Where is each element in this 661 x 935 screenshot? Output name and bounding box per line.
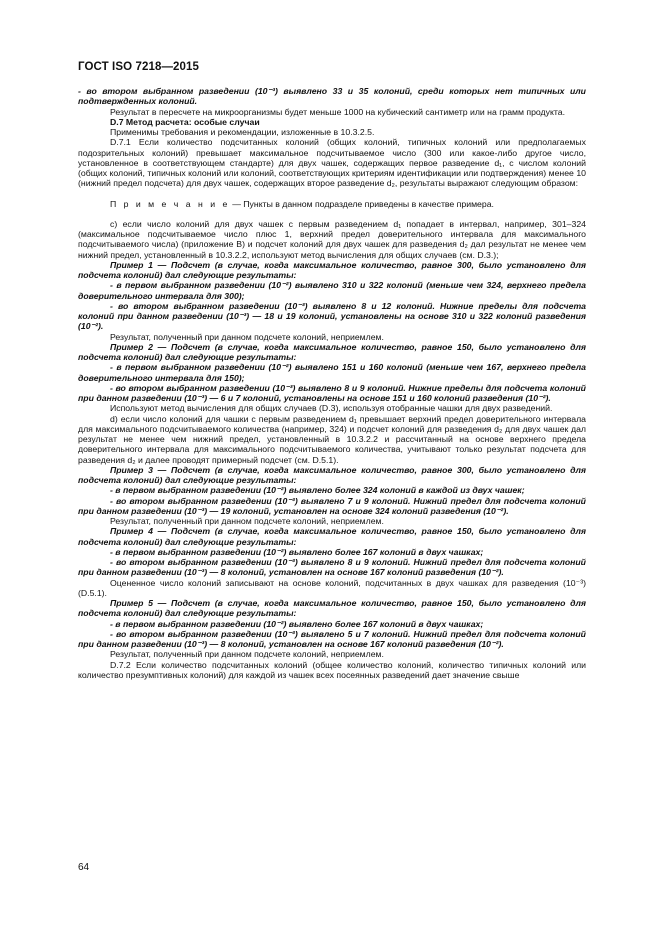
document-header: ГОСТ ISO 7218—2015 bbox=[78, 61, 200, 73]
page-number: 64 bbox=[78, 862, 90, 873]
note-text: — Пункты в данном подразделе приведены в качестве примера. bbox=[229, 198, 494, 209]
example-item: - во втором выбранном разведении (10⁻³) выявлено 5 и 7 колоний. Нижний предел для подсчета колоний при данном разведении (10⁻³) — 8 колоний, установлен на основе 167 колоний разведения (10⁻²). bbox=[78, 628, 586, 649]
paragraph: Результат в пересчете на микроорганизмы будет меньше 1000 на кубический сантиметр или на грамм продукта. bbox=[110, 106, 565, 117]
example-item: - во втором выбранном разведении (10⁻³) выявлено 8 и 9 колоний. Нижние пределы для подсчета колоний при данном разведении (10⁻³) — 6 и 7 колоний, установлены на основе 151 и 160 колоний разведения (10⁻²). bbox=[78, 382, 586, 403]
paragraph: d) если число колоний для чашки с первым разведением d₁ превышает верхний предел доверительного интервала для максимального подсчитываемого количества (например, 324) и подсчет колоний для разведения d₂ для двух чашек дал результат не менее чем нижний предел, установленный в 10.3.2.2 и рассчитанный на основе верхнего предела доверительного интервала для максимального подсчитываемого количества, учитывают только результат подсчета для разведения d₂ и далее проводят примерный подсчет (см. D.5.1). bbox=[78, 413, 586, 465]
paragraph: c) если число колоний для двух чашек с первым разведением d₁ попадает в интервал, например, 301–324 (максимальное подсчитываемое число плюс 1, верхний предел доверительного интервала для максимального подсчитываемого числа) (приложение В) и подсчет колоний для двух чашек для разведения d₂ дал результат не менее чем нижний предел, установленный в 10.3.2.2, используют метод вычисления для общих случаев (см. D.3.); bbox=[78, 218, 586, 260]
paragraph: Результат, полученный при данном подсчете колоний, неприемлем. bbox=[110, 649, 384, 660]
example-title: Пример 4 — Подсчет (в случае, когда максимальное количество, равное 150, было установлено для подсчета колоний) дал следующие результаты: bbox=[78, 526, 586, 547]
paragraph: Оцененное число колоний записывают на основе колоний, подсчитанных в двух чашках для разведения (10⁻³) (D.5.1). bbox=[78, 577, 586, 598]
paragraph: Результат, полученный при данном подсчете колоний, неприемлем. bbox=[110, 331, 384, 342]
example-item: - в первом выбранном разведении (10⁻²) выявлено более 167 колоний в двух чашках; bbox=[110, 618, 484, 629]
example-title: Пример 3 — Подсчет (в случае, когда максимальное количество, равное 300, было установлено для подсчета колоний) дал следующие результаты: bbox=[78, 464, 586, 485]
example-title: Пример 1 — Подсчет (в случае, когда максимальное количество, равное 300, было установлено для подсчета колоний) дал следующие результаты: bbox=[78, 259, 586, 280]
example-item: - в первом выбранном разведении (10⁻²) выявлено более 167 колоний в двух чашках; bbox=[110, 546, 484, 557]
example-title: Пример 5 — Подсчет (в случае, когда максимальное количество, равное 150, было установлено для подсчета колоний) дал следующие результаты: bbox=[78, 598, 586, 619]
example-item: - в первом выбранном разведении (10⁻²) выявлено 151 и 160 колоний (меньше чем 167, верхнего предела доверительного интервала для 150); bbox=[78, 362, 586, 383]
paragraph: Применимы требования и рекомендации, изложенные в 10.3.2.5. bbox=[110, 127, 375, 137]
example-item: - во втором выбранном разведении (10⁻³) выявлено 8 и 9 колоний. Нижний предел для подсчета колоний при данном разведении (10⁻³) — 8 колоний, установлен на основе 167 колоний разведения (10⁻²). bbox=[78, 557, 586, 578]
note-label: П р и м е ч а н и е bbox=[110, 198, 230, 209]
example-item: - в первом выбранном разведении (10⁻²) выявлено более 324 колоний в каждой из двух чашек; bbox=[110, 485, 525, 496]
paragraph: Результат, полученный при данном подсчете колоний, неприемлем. bbox=[110, 516, 384, 526]
section-heading: D.7 Метод расчета: особые случаи bbox=[110, 116, 260, 127]
note bbox=[78, 199, 586, 209]
example-item: - во втором выбранном разведении (10⁻³) выявлено 7 и 9 колоний. Нижний предел для подсчета колоний при данном разведении (10⁻³) — 19 колоний, установлен на основе 324 колоний разведения (10⁻²). bbox=[78, 495, 586, 516]
example-title: Пример 2 — Подсчет (в случае, когда максимальное количество, равное 150, было установлено для подсчета колоний) дал следующие результаты: bbox=[78, 341, 586, 362]
example-item: - во втором выбранном разведении (10⁻³) выявлено 8 и 12 колоний. Нижние пределы для подсчета колоний при данном разведении (10⁻³) — 18 и 19 колоний, установлены на основе 310 и 322 колоний разведения (10⁻²). bbox=[78, 300, 586, 332]
paragraph: Используют метод вычисления для общих случаев (D.3), используя отобранные чашки для двух разведений. bbox=[110, 403, 553, 414]
page-body bbox=[78, 86, 586, 680]
paragraph: D.7.1 Если количество подсчитанных колоний (общих колоний, типичных колоний или предполагаемых подозрительных колоний) превышает максимальное подсчитываемое число (300 или какое-либо другое число, установленное в соответствующем стандарте) для двух чашек, содержащих первое разведение d₁, с числом колоний (общих колоний, типичных колоний или колоний, соответствующих критериям идентификации или подтверждения) менее 10 (нижний предел подсчета) для двух чашек, содержащих второе разведение d₂, результаты выражают следующим образом: bbox=[78, 137, 586, 189]
paragraph: - во втором выбранном разведении (10⁻³) выявлено 33 и 35 колоний, среди которых нет типичных или подтвержденных колоний. bbox=[78, 86, 586, 107]
example-item: - в первом выбранном разведении (10⁻²) выявлено 310 и 322 колоний (меньше чем 324, верхнего предела доверительного интервала для 300); bbox=[78, 280, 586, 301]
paragraph: D.7.2 Если количество подсчитанных колоний (общее количество колоний, количество типичных колоний или количество презумптивных колоний) для каждой из чашек всех посеянных разведений дает значение свыше bbox=[78, 659, 586, 680]
